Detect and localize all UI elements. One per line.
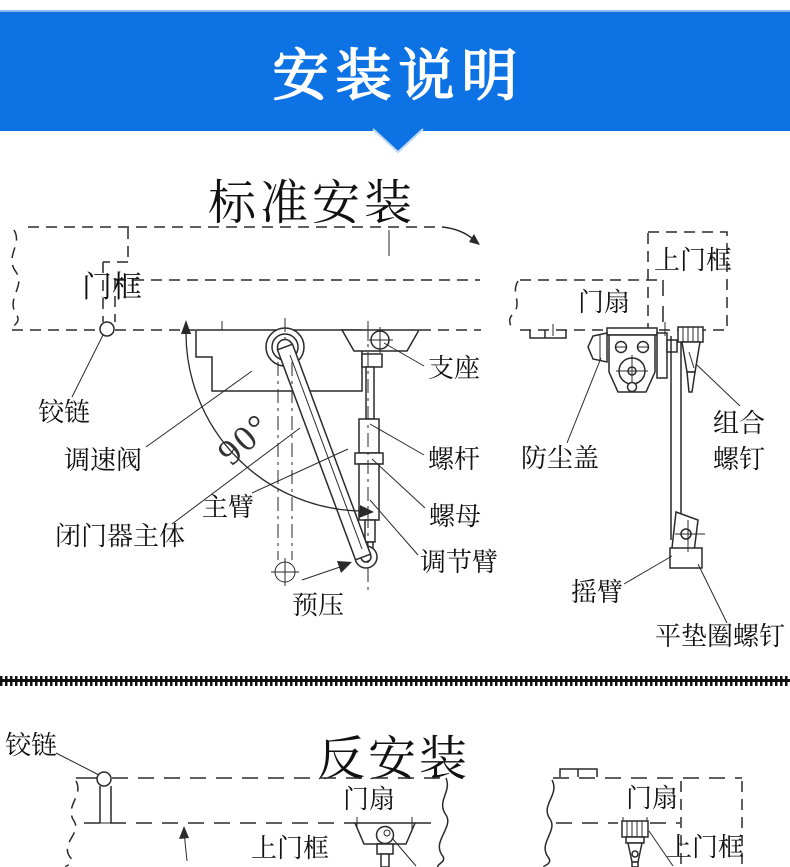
reverse-install-title: 反安装 [317,733,471,786]
mounting-bracket [342,327,419,353]
label-door-leaf-right: 门扇 [626,784,679,813]
label-bracket: 支座 [428,354,481,383]
angle-90-label: 90° [209,405,279,473]
section-divider [0,676,790,686]
label-rocker-arm: 摇臂 [571,578,624,607]
label-nut: 螺母 [429,502,482,531]
label-upper-door-frame: 上门框 [654,246,733,275]
label-combo-screw: 组合 螺钉 [713,409,766,474]
label-adjusting-arm: 调节臂 [420,548,499,577]
label-speed-valve: 调速阀 [64,446,143,475]
label-upper-frame-left: 上门框 [251,834,330,863]
label-main-arm: 主臂 [202,493,255,522]
label-dust-cover: 防尘盖 [521,444,600,473]
label-screw-rod: 螺杆 [428,445,481,474]
standard-install-title: 标准安装 [208,177,417,230]
page-title: 安装说明 [272,43,525,107]
preload-arrow [302,561,352,580]
closer-body [196,328,362,391]
label-hinge-reverse: 铰链 [5,731,58,760]
label-hinge: 铰链 [38,398,91,427]
closer-body-side [588,328,677,392]
label-upper-frame-right: 上门框 [666,833,745,862]
label-door-leaf: 门扇 [578,288,631,317]
label-door-frame: 门框 [82,271,142,304]
label-preload: 预压 [292,591,345,620]
label-flat-washer-screw: 平垫圈螺钉 [655,622,786,651]
label-closer-body: 闭门器主体 [55,522,186,551]
label-door-leaf-left: 门扇 [343,785,396,814]
